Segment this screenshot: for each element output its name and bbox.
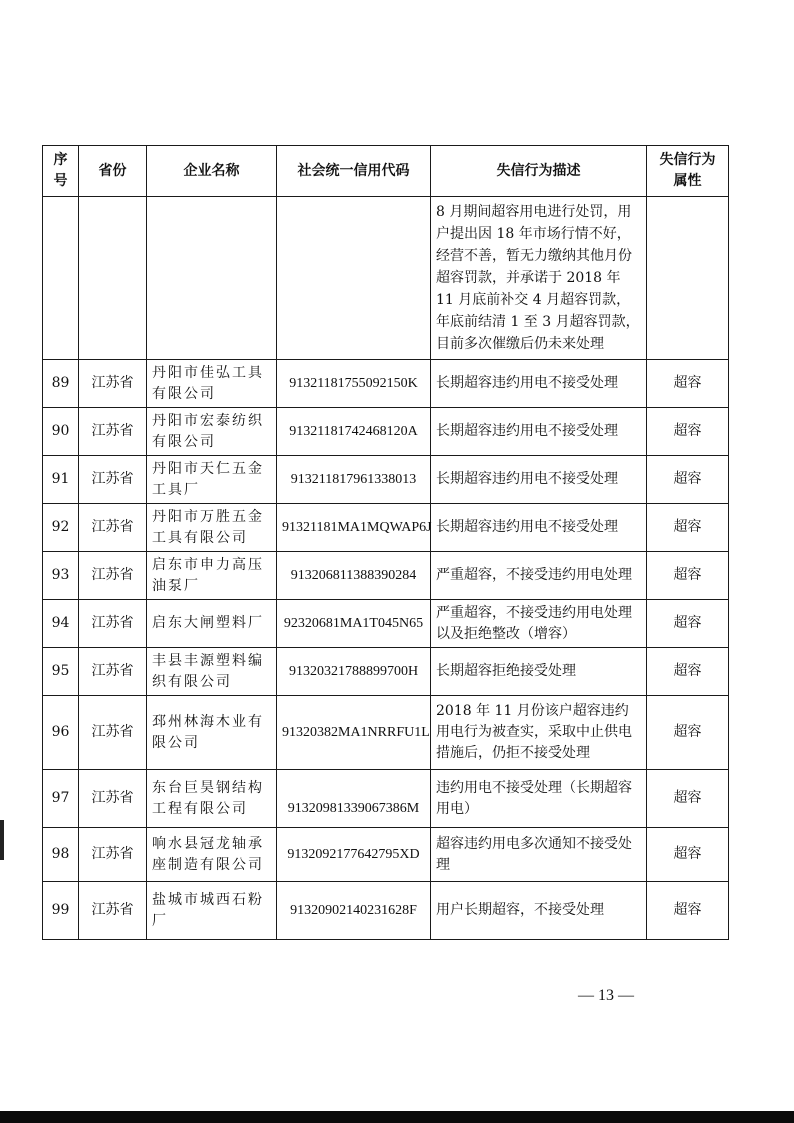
cell-desc: 违约用电不接受处理（长期超容用电） <box>431 770 647 828</box>
cell-company: 丹阳市万胜五金工具有限公司 <box>147 504 277 552</box>
cell-company: 丹阳市天仁五金工具厂 <box>147 456 277 504</box>
table-row <box>43 456 729 504</box>
header-attr: 失信行为属性 <box>647 146 729 197</box>
cell-province: 江苏省 <box>79 408 147 456</box>
cell-idx: 93 <box>43 552 79 600</box>
table-row <box>43 648 729 696</box>
cell-province: 江苏省 <box>79 770 147 828</box>
table-row <box>43 360 729 408</box>
cell-company: 邳州林海木业有限公司 <box>147 696 277 770</box>
cell-code: 91321181755092150K <box>277 360 431 408</box>
cell-desc: 严重超容，不接受违约用电处理 <box>431 552 647 600</box>
cell-province: 江苏省 <box>79 696 147 770</box>
cell-desc: 8 月期间超容用电进行处罚，用户提出因 18 年市场行情不好，经营不善，暂无力缴纳其他月份超容罚款，并承诺于 2018 年 11 月底前补交 4 月超容罚款，年底前结清 1 至 3 月超容罚款，目前多次催缴后仍未来处理 <box>431 197 647 360</box>
cell-company: 盐城市城西石粉厂 <box>147 882 277 940</box>
cell-attr: 超容 <box>647 696 729 770</box>
table-row <box>43 882 729 940</box>
table-row <box>43 552 729 600</box>
cell-attr: 超容 <box>647 504 729 552</box>
cell-idx: 92 <box>43 504 79 552</box>
cell-idx: 96 <box>43 696 79 770</box>
cell-company: 启东大闸塑料厂 <box>147 600 277 648</box>
cell-code: 91320902140231628F <box>277 882 431 940</box>
cell-attr: 超容 <box>647 408 729 456</box>
cell-province <box>79 197 147 360</box>
cell-attr: 超容 <box>647 648 729 696</box>
page-number: — 13 — <box>578 987 634 1004</box>
header-code: 社会统一信用代码 <box>277 146 431 197</box>
table-row <box>43 828 729 882</box>
cell-desc: 长期超容违约用电不接受处理 <box>431 456 647 504</box>
cell-code: 92320681MA1T045N65 <box>277 600 431 648</box>
cell-idx <box>43 197 79 360</box>
cell-idx: 99 <box>43 882 79 940</box>
cell-attr: 超容 <box>647 828 729 882</box>
cell-code: 91321181MA1MQWAP6J <box>277 504 431 552</box>
header-idx: 序号 <box>43 146 79 197</box>
cell-attr: 超容 <box>647 770 729 828</box>
table-row <box>43 504 729 552</box>
cell-province: 江苏省 <box>79 600 147 648</box>
cell-code: 913211817424681​20A <box>277 408 431 456</box>
cell-attr: 超容 <box>647 882 729 940</box>
cell-desc: 长期超容违约用电不接受处理 <box>431 504 647 552</box>
cell-company: 丹阳市佳弘工具有限公司 <box>147 360 277 408</box>
cell-idx: 97 <box>43 770 79 828</box>
table-row-continuation <box>43 197 729 360</box>
cell-code: 913209813390673​86M <box>277 770 431 828</box>
cell-idx: 89 <box>43 360 79 408</box>
cell-company: 丰县丰源塑料编织有限公司 <box>147 648 277 696</box>
credit-table <box>42 145 729 940</box>
cell-desc: 长期超容违约用电不接受处理 <box>431 360 647 408</box>
cell-province: 江苏省 <box>79 360 147 408</box>
cell-attr: 超容 <box>647 456 729 504</box>
cell-desc: 长期超容违约用电不接受处理 <box>431 408 647 456</box>
cell-attr <box>647 197 729 360</box>
table-header-row <box>43 146 729 197</box>
cell-idx: 95 <box>43 648 79 696</box>
cell-code: 91321181796133801​3 <box>277 456 431 504</box>
table-row <box>43 600 729 648</box>
cell-desc: 超容违约用电多次通知不接受处理 <box>431 828 647 882</box>
cell-idx: 90 <box>43 408 79 456</box>
cell-province: 江苏省 <box>79 504 147 552</box>
table-row <box>43 696 729 770</box>
cell-company: 响水县冠龙轴承座制造有限公司 <box>147 828 277 882</box>
cell-province: 江苏省 <box>79 648 147 696</box>
cell-desc: 严重超容，不接受违约用电处理以及拒绝整改（增容） <box>431 600 647 648</box>
cell-idx: 98 <box>43 828 79 882</box>
cell-code: 913209217764279​5XD <box>277 828 431 882</box>
cell-company: 东台巨昊钢结构工程有限公司 <box>147 770 277 828</box>
header-desc: 失信行为描述 <box>431 146 647 197</box>
cell-attr: 超容 <box>647 552 729 600</box>
header-province: 省份 <box>79 146 147 197</box>
cell-code: 91320321788899700H <box>277 648 431 696</box>
cell-company: 启东市申力高压油泵厂 <box>147 552 277 600</box>
cell-desc: 长期超容拒绝接受处理 <box>431 648 647 696</box>
cell-company <box>147 197 277 360</box>
cell-province: 江苏省 <box>79 456 147 504</box>
table-row <box>43 408 729 456</box>
scan-mark <box>0 820 4 860</box>
cell-company: 丹阳市宏泰纺织有限公司 <box>147 408 277 456</box>
cell-code: 91320382MA1NRRFU1L <box>277 696 431 770</box>
cell-attr: 超容 <box>647 360 729 408</box>
table-row <box>43 770 729 828</box>
cell-attr: 超容 <box>647 600 729 648</box>
cell-desc: 用户长期超容，不接受处理 <box>431 882 647 940</box>
cell-province: 江苏省 <box>79 828 147 882</box>
cell-code: 913206811388390284 <box>277 552 431 600</box>
cell-code <box>277 197 431 360</box>
scan-edge <box>0 1111 794 1123</box>
header-company: 企业名称 <box>147 146 277 197</box>
cell-province: 江苏省 <box>79 882 147 940</box>
cell-province: 江苏省 <box>79 552 147 600</box>
cell-idx: 94 <box>43 600 79 648</box>
cell-desc: 2018 年 11 月份该户超容违约用电行为被查实，采取中止供电措施后，仍拒不接受处理 <box>431 696 647 770</box>
cell-idx: 91 <box>43 456 79 504</box>
